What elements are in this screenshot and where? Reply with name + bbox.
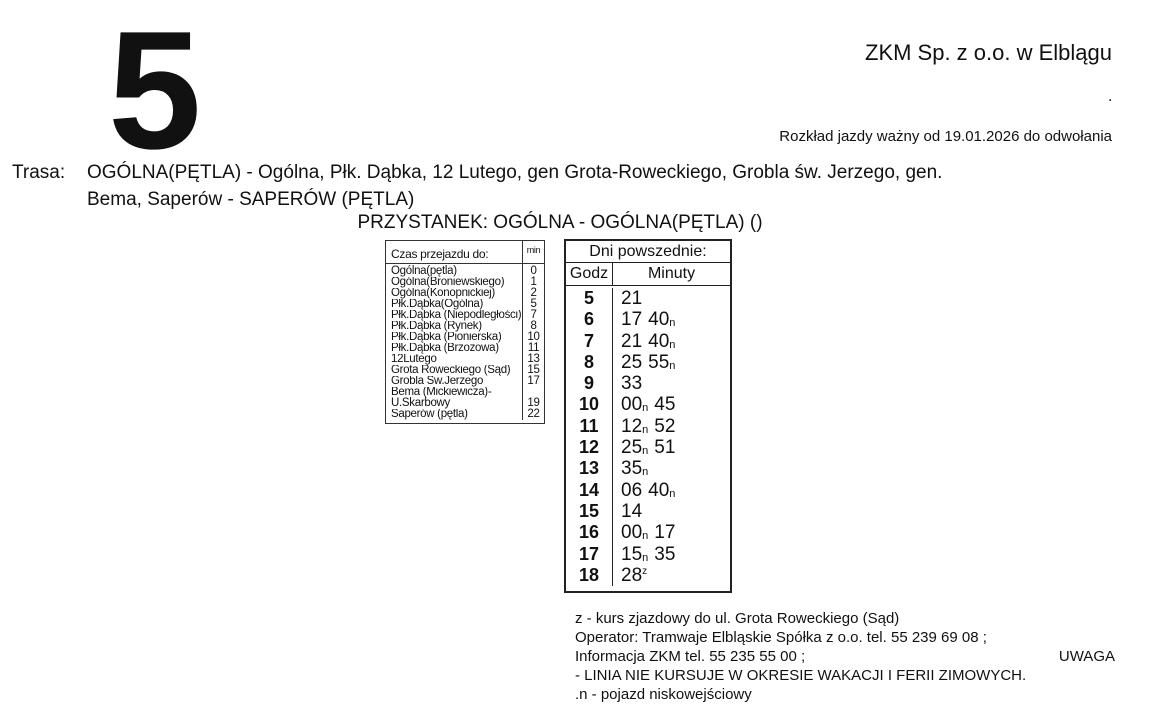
departure-minute: 21 <box>621 288 643 309</box>
departure <box>654 416 675 437</box>
travel-stop-name-text: Bema (Mickiewicza)- <box>391 387 492 398</box>
route-text-1: OGÓLNA(PĘTLA) - Ogólna, Płk. Dąbka, 12 Lutego, gen Grota-Roweckiego, Grobla św. Jerzego, gen. <box>87 162 943 183</box>
travel-time-minutes: 5 <box>522 299 544 310</box>
travel-time-row <box>386 299 544 310</box>
travel-stop-name-text: Ogólna(pętla) <box>391 265 457 277</box>
travel-times-header <box>386 241 544 264</box>
travel-stop-name <box>386 376 522 387</box>
departure-minute: 06 <box>621 479 643 501</box>
travel-time-minutes: 22 <box>522 409 544 420</box>
timetable-hour: 7 <box>583 330 594 351</box>
travel-time-minutes: 11 <box>522 343 544 354</box>
travel-time-minutes: 19 <box>522 387 544 409</box>
timetable-minutes-row <box>613 331 730 352</box>
footnotes <box>575 609 1115 704</box>
departure-flag: n <box>642 530 649 543</box>
timetable-minutes-row <box>613 416 730 437</box>
travel-stop-name <box>386 332 522 343</box>
departure-flag: n <box>669 317 676 330</box>
travel-time-row <box>386 264 544 277</box>
travel-time-minutes: 7 <box>522 310 544 321</box>
route-label: Trasa: <box>12 162 66 183</box>
departure-flag: n <box>669 338 676 351</box>
departure <box>621 544 648 565</box>
minutes-column <box>613 288 730 586</box>
travel-stop-name <box>386 321 522 332</box>
timetable-hour: 6 <box>583 309 594 330</box>
travel-stop-name-text: Grobla Św.Jerzego <box>391 376 484 387</box>
travel-time-row <box>386 387 544 409</box>
departure-minute: 40 <box>648 479 670 501</box>
departure-minute: 25 <box>621 437 643 459</box>
travel-stop-name <box>386 354 522 365</box>
travel-time-row <box>386 409 544 423</box>
departure-minute: 40 <box>648 330 670 352</box>
travel-time-minutes: 17 <box>522 376 544 387</box>
departure-flag: n <box>642 466 649 479</box>
timetable-hour: 18 <box>578 564 600 585</box>
departure <box>621 501 642 522</box>
departure-flag: n <box>669 359 676 372</box>
travel-times-header-label: Czas przejazdu do: <box>391 247 489 261</box>
timetable-hour: 12 <box>578 437 600 458</box>
departure-minute: 45 <box>654 394 676 416</box>
travel-time-row <box>386 321 544 332</box>
departure-minute: 25 <box>621 351 643 373</box>
travel-time-row <box>386 343 544 354</box>
travel-stop-name-text-2: U.Skarbowy <box>391 397 450 409</box>
travel-stop-name <box>386 288 522 299</box>
travel-stop-name-text: Płk.Dąbka (Pionierska) <box>391 332 502 343</box>
departure-minute: 28 <box>621 564 643 586</box>
departure <box>648 309 675 330</box>
note-n: .n - pojazd niskowejściowy <box>575 686 752 703</box>
travel-time-row <box>386 277 544 288</box>
travel-stop-name-text: Płk.Dąbka(Ogólna) <box>391 299 484 310</box>
timetable-hour: 11 <box>579 415 599 436</box>
note-uwaga: UWAGA <box>1058 648 1115 665</box>
departure-flag: n <box>642 551 649 564</box>
departure <box>621 331 642 352</box>
route-text-2: Bema, Saperów - SAPERÓW (PĘTLA) <box>87 189 415 210</box>
timetable-hour: 9 <box>583 373 594 394</box>
departure <box>654 522 675 543</box>
travel-time-minutes: 15 <box>522 365 544 376</box>
travel-time-minutes: 13 <box>522 354 544 365</box>
timetable-minutes-row <box>613 480 730 501</box>
timetable-minutes-row <box>613 288 730 309</box>
departure <box>621 309 642 330</box>
departure <box>621 288 642 309</box>
stop-title: PRZYSTANEK: OGÓLNA - OGÓLNA(PĘTLA) () <box>357 212 763 233</box>
timetable-minutes-row <box>613 501 730 522</box>
timetable-hour: 10 <box>578 394 600 415</box>
timetable-title: Dni powszednie: <box>566 241 730 263</box>
travel-stop-name-text: Płk.Dąbka (Rynek) <box>391 321 482 332</box>
timetable-hour: 13 <box>578 458 600 479</box>
departure-minute: 21 <box>621 330 643 352</box>
departure <box>621 416 648 437</box>
departure-minute: 17 <box>621 309 643 331</box>
note-z: z - kurs zjazdowy do ul. Grota Roweckiego (Sąd) <box>575 610 900 627</box>
travel-stop-name-text: Ogólna(Broniewskiego) <box>391 277 505 288</box>
departure-minute: 35 <box>621 458 643 480</box>
timetable-hour: 5 <box>583 288 594 308</box>
travel-times-rows <box>386 264 544 423</box>
travel-time-row <box>386 310 544 321</box>
minute-column-header: Minuty <box>647 265 696 282</box>
departure-minute: 33 <box>621 373 643 395</box>
timetable-minutes-row <box>613 373 730 394</box>
timetable-hour: 8 <box>583 351 594 372</box>
timetable-minutes-row <box>613 394 730 415</box>
travel-time-minutes: 0 <box>522 264 544 277</box>
departure <box>621 373 642 394</box>
departure <box>654 544 675 565</box>
travel-time-row <box>386 354 544 365</box>
departure-flag: n <box>642 445 649 458</box>
travel-stop-name <box>386 409 522 420</box>
timetable-minutes-row <box>613 522 730 543</box>
departure-flag: z <box>642 565 648 577</box>
departure-minute: 12 <box>621 415 643 437</box>
departure-minute: 35 <box>654 543 676 565</box>
timetable-hour: 16 <box>578 522 600 543</box>
travel-time-minutes: 2 <box>522 288 544 299</box>
departure <box>621 394 648 415</box>
travel-stop-name <box>386 277 522 288</box>
travel-time-row <box>386 376 544 387</box>
hours-column <box>566 288 613 586</box>
line-number: 5 <box>108 0 198 184</box>
departure-flag: n <box>642 402 649 415</box>
departure <box>648 331 675 352</box>
travel-time-minutes: 1 <box>522 277 544 288</box>
travel-stop-name <box>386 310 522 321</box>
travel-stop-name-text: 12Lutego <box>391 354 437 365</box>
departure-flag: n <box>642 423 649 436</box>
timetable-hour: 14 <box>578 479 600 500</box>
departure-minute: 52 <box>654 415 676 437</box>
travel-stop-name-text: Saperów (pętla) <box>391 409 468 420</box>
validity-text: Rozkład jazdy ważny od 19.01.2026 do odwołania <box>779 128 1112 145</box>
note-info-row <box>575 647 1115 666</box>
travel-times-table <box>385 240 545 424</box>
departure <box>654 394 675 415</box>
departure <box>648 480 675 501</box>
departure <box>621 565 647 586</box>
travel-stop-name <box>386 387 522 409</box>
timetable-minutes-row <box>613 544 730 565</box>
travel-stop-name-text: Płk.Dąbka (Niepodległości) <box>391 310 522 321</box>
departure-minute: 51 <box>654 437 676 459</box>
departure-minute: 14 <box>621 500 643 522</box>
travel-stop-name <box>386 365 522 376</box>
route-line-1 <box>12 159 1112 186</box>
departure-minute: 55 <box>648 351 670 373</box>
travel-time-minutes: 8 <box>522 321 544 332</box>
departure-minute: 00 <box>621 394 643 416</box>
departure-minute: 00 <box>621 522 643 544</box>
note-info: Informacja ZKM tel. 55 235 55 00 ; <box>575 648 806 665</box>
travel-time-row <box>386 288 544 299</box>
hour-column-header: Godz <box>566 263 613 285</box>
travel-stop-name-text: Płk.Dąbka (Brzozowa) <box>391 343 499 354</box>
timetable-hour: 15 <box>578 500 600 521</box>
timetable-minutes-row <box>613 565 730 586</box>
travel-stop-name-text: Ogólna(Konopnickiej) <box>391 288 495 299</box>
travel-stop-name <box>386 343 522 354</box>
departure-minute: 15 <box>621 543 643 565</box>
note-operator: Operator: Tramwaje Elbląskie Spółka z o.o. tel. 55 239 69 08 ; <box>575 629 987 646</box>
timetable-minutes-row <box>613 458 730 479</box>
route-description <box>12 159 1112 213</box>
departure-minute: 17 <box>654 522 676 544</box>
travel-stop-name <box>386 264 522 277</box>
travel-stop-name <box>386 299 522 310</box>
travel-times-header-unit: min <box>522 241 544 263</box>
timetable-minutes-row <box>613 437 730 458</box>
company-name: ZKM Sp. z o.o. w Elblągu <box>865 40 1112 65</box>
departure <box>654 437 675 458</box>
timetable-minutes-row <box>613 352 730 373</box>
travel-stop-name-text: Grota Roweckiego (Sąd) <box>391 365 511 376</box>
decorative-dot: . <box>1108 88 1113 105</box>
timetable-minutes-row <box>613 309 730 330</box>
departure-flag: n <box>669 487 676 500</box>
travel-time-minutes: 10 <box>522 332 544 343</box>
travel-time-row <box>386 365 544 376</box>
travel-time-row <box>386 332 544 343</box>
timetable-body <box>566 286 730 591</box>
timetable-hour: 17 <box>578 543 600 564</box>
timetable-column-headers <box>566 263 730 286</box>
note-warning: - LINIA NIE KURSUJE W OKRESIE WAKACJI I FERII ZIMOWYCH. <box>575 667 1027 684</box>
departure <box>621 458 648 479</box>
departure <box>648 352 675 373</box>
departure-timetable <box>564 239 732 593</box>
departure <box>621 437 648 458</box>
departure-minute: 40 <box>648 309 670 331</box>
departure <box>621 352 642 373</box>
departure <box>621 522 648 543</box>
departure <box>621 480 642 501</box>
